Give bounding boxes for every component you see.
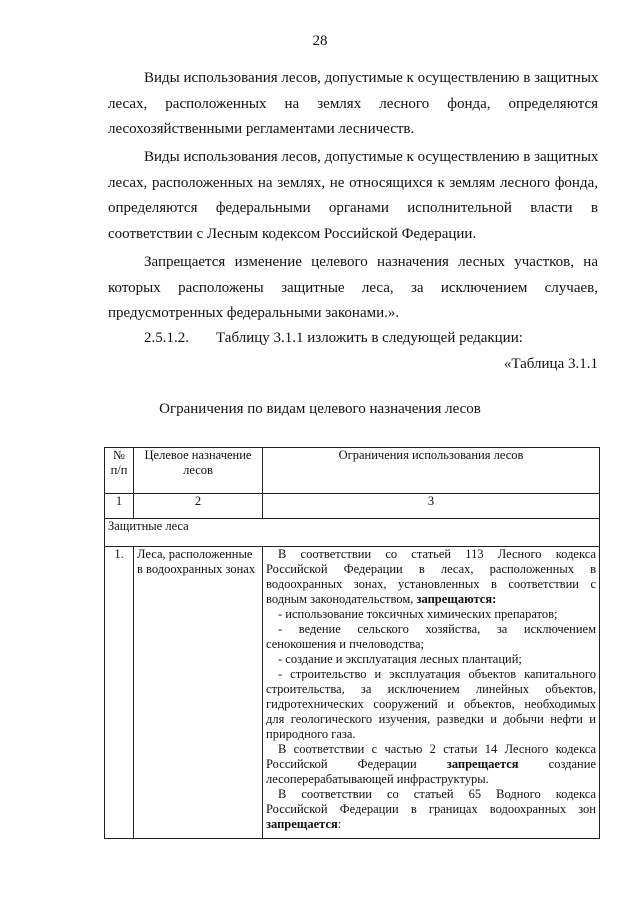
- list-item: - создание и эксплуатация лесных плантаций;: [278, 652, 522, 666]
- text-line: предусмотренных федеральными законами.».: [108, 305, 400, 321]
- table-reference: «Таблица 3.1.1: [503, 356, 598, 372]
- text-line: гидротехнических сооружений и объектов, необходимых: [266, 697, 596, 711]
- table-title: Ограничения по видам целевого назначения лесов: [159, 401, 481, 417]
- text-line: [266, 817, 596, 832]
- text-line: Виды использования лесов, допустимые к осуществлению в защитных: [144, 149, 599, 165]
- list-item: - строительство и эксплуатация объектов капитального: [278, 667, 596, 681]
- table-row: [105, 547, 600, 839]
- emphasis-prohibited: запрещается: [266, 817, 338, 831]
- text-line: лесоперерабатывающей инфраструктуры.: [266, 772, 489, 786]
- text-fragment: :: [337, 817, 342, 831]
- column-number: 2: [134, 494, 263, 519]
- header-restrictions: Ограничения использования лесов: [263, 448, 600, 494]
- emphasis-prohibited: запрещается: [446, 757, 519, 771]
- row-purpose: Леса, расположенные в водоохранных зонах: [134, 547, 263, 839]
- row-index: 1.: [105, 547, 134, 839]
- text-line: Виды использования лесов, допустимые к осуществлению в защитных: [144, 70, 599, 86]
- column-number: 3: [263, 494, 600, 519]
- paragraph-3: [108, 250, 598, 327]
- text-fragment: водным законодательством,: [266, 592, 417, 606]
- paragraph-2: [108, 145, 598, 247]
- header-number: № п/п: [105, 448, 134, 494]
- clause-number: 2.5.1.2.: [144, 330, 189, 346]
- section-row: [105, 519, 600, 547]
- text-line: В соответствии со статьей 113 Лесного кодекса: [278, 547, 596, 561]
- text-line: которых расположены защитные леса, за исключением случаев,: [108, 279, 598, 296]
- section-title: Защитные леса: [105, 519, 600, 547]
- text-line: соответствии с Лесным кодексом Российской Федерации.: [108, 225, 477, 242]
- restrictions-table: [104, 447, 600, 839]
- text-line: Российской Федерации в лесах, расположенных в: [266, 562, 596, 576]
- table-header-row: [105, 448, 600, 494]
- text-line: сенокошения и пчеловодства;: [266, 637, 424, 651]
- column-number: 1: [105, 494, 134, 519]
- text-line: В соответствии со статьей 65 Водного кодекса: [278, 787, 596, 801]
- emphasis-prohibited: запрещаются:: [416, 592, 497, 606]
- text-line: В соответствии с частью 2 статьи 14 Лесного кодекса: [278, 742, 596, 756]
- text-fragment: создание: [518, 757, 596, 771]
- list-item: - использование токсичных химических препаратов;: [278, 607, 558, 621]
- page-number: 28: [312, 33, 328, 49]
- column-number-row: [105, 494, 600, 519]
- text-line: Запрещается изменение целевого назначения лесных участков, на: [144, 254, 598, 270]
- text-line: для геологического изучения, разведки и добычи нефти и: [266, 712, 596, 726]
- text-line: [266, 757, 596, 772]
- text-line: природного газа.: [266, 727, 356, 741]
- text-line: водоохранных зонах, установленных в соответствии с: [266, 577, 596, 591]
- clause: [144, 330, 523, 347]
- row-restrictions: [263, 547, 600, 839]
- text-line: [266, 592, 596, 607]
- clause-text: Таблицу 3.1.1 изложить в следующей редакции:: [216, 330, 523, 346]
- list-item: - ведение сельского хозяйства, за исключением: [278, 622, 596, 636]
- text-line: строительства, за исключением линейных объектов,: [266, 682, 596, 696]
- text-line: лесах, расположенных на землях, не относящихся к землям лесного фонда,: [108, 174, 598, 191]
- text-line: Российской Федерации в границах водоохранных зон: [266, 802, 596, 816]
- text-line: определяются федеральными органами исполнительной власти в: [108, 200, 598, 216]
- text-line: лесохозяйственными регламентами лесничеств.: [108, 121, 415, 137]
- header-purpose: Целевое назначение лесов: [134, 448, 263, 494]
- paragraph-1: [108, 66, 598, 143]
- text-line: лесах, расположенных на землях лесного фонда, определяются: [108, 95, 598, 112]
- text-fragment: Российской Федерации: [266, 757, 447, 771]
